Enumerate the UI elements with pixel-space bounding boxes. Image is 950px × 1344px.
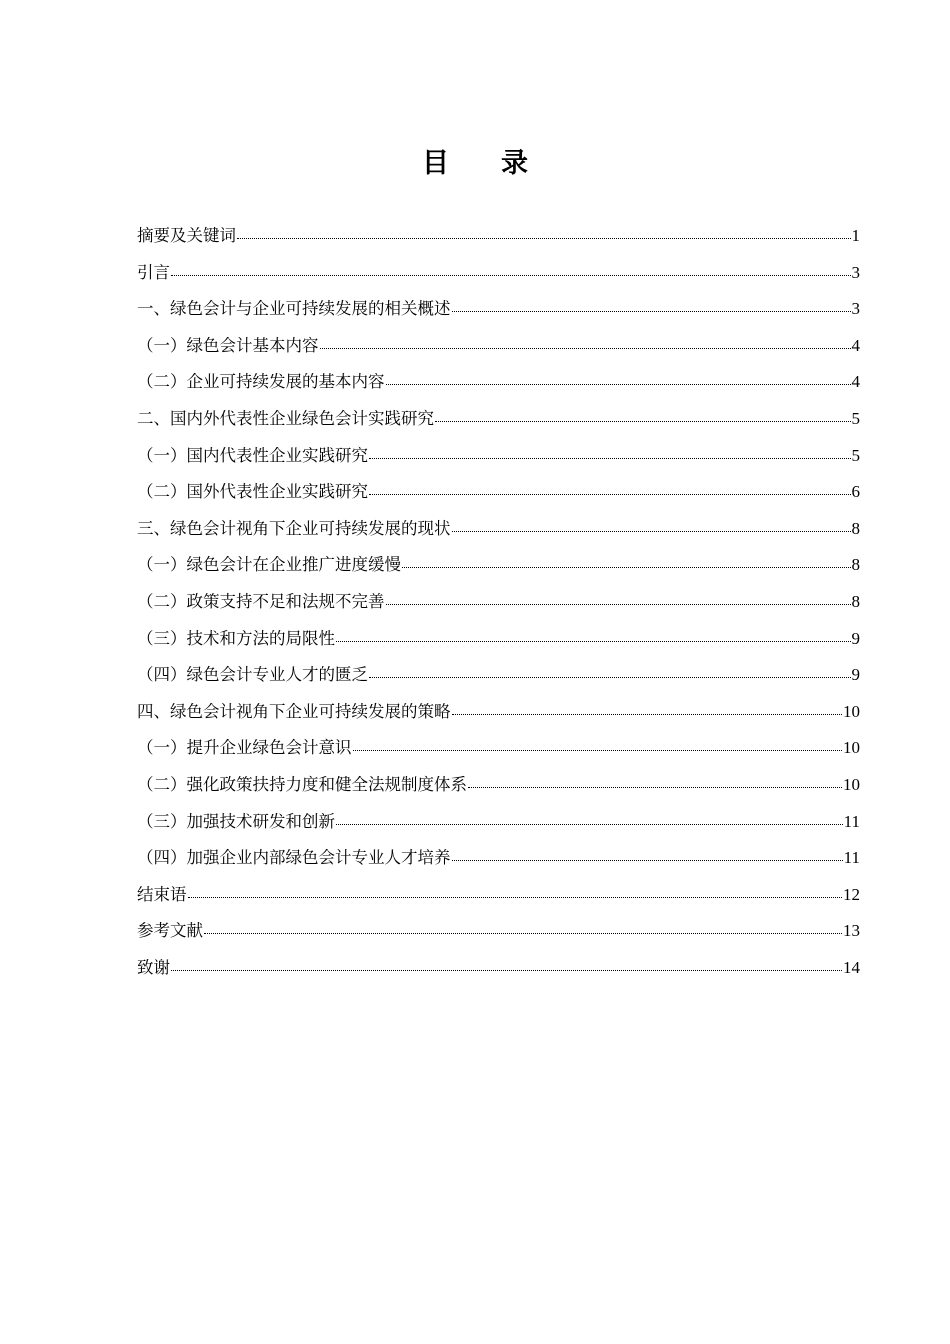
toc-entry-page: 9: [851, 628, 860, 648]
toc-entry-page: 8: [851, 518, 860, 538]
toc-entry-page: 8: [851, 591, 860, 611]
toc-entry-label: （一）绿色会计在企业推广进度缓慢: [137, 555, 401, 575]
dot-leader: [369, 443, 851, 461]
toc-entry-label: （二）政策支持不足和法规不完善: [137, 591, 385, 611]
title-char-1: 目: [422, 148, 449, 179]
dot-leader: [336, 809, 843, 827]
dot-leader: [402, 552, 851, 570]
toc-entry-page: 8: [851, 555, 860, 575]
toc-entry-label: （二）国外代表性企业实践研究: [137, 482, 368, 502]
table-of-contents: [137, 218, 860, 986]
toc-entry[interactable]: [137, 621, 860, 658]
toc-entry[interactable]: [137, 913, 860, 950]
toc-entry[interactable]: [137, 511, 860, 548]
toc-entry[interactable]: [137, 255, 860, 292]
toc-entry-label: （四）加强企业内部绿色会计专业人才培养: [137, 848, 451, 868]
toc-entry-page: 9: [851, 665, 860, 685]
toc-entry-page: 13: [843, 921, 860, 941]
dot-leader: [188, 882, 843, 900]
dot-leader: [386, 589, 851, 607]
toc-entry[interactable]: [137, 218, 860, 255]
toc-entry[interactable]: [137, 877, 860, 914]
toc-entry[interactable]: [137, 804, 860, 841]
toc-entry-page: 1: [851, 226, 860, 245]
dot-leader: [452, 845, 843, 863]
toc-entry[interactable]: [137, 694, 860, 731]
toc-entry[interactable]: [137, 438, 860, 475]
toc-entry[interactable]: [137, 401, 860, 438]
toc-entry-page: 14: [843, 957, 860, 977]
toc-entry-label: 引言: [137, 262, 170, 282]
toc-entry[interactable]: [137, 584, 860, 621]
toc-entry[interactable]: [137, 657, 860, 694]
toc-entry[interactable]: [137, 328, 860, 365]
toc-entry-page: 4: [851, 372, 860, 392]
toc-entry-label: 一、绿色会计与企业可持续发展的相关概述: [137, 299, 451, 319]
toc-entry-label: 三、绿色会计视角下企业可持续发展的现状: [137, 518, 451, 538]
dot-leader: [237, 223, 851, 241]
toc-entry-page: 12: [843, 884, 860, 904]
toc-entry-page: 5: [851, 445, 860, 465]
dot-leader: [336, 626, 851, 644]
toc-entry-page: 6: [851, 482, 860, 502]
toc-entry[interactable]: [137, 950, 860, 987]
toc-entry-label: 致谢: [137, 957, 170, 977]
toc-entry[interactable]: [137, 730, 860, 767]
toc-entry-label: 参考文献: [137, 921, 203, 941]
dot-leader: [369, 479, 851, 497]
dot-leader: [171, 955, 842, 973]
title-char-2: 录: [501, 148, 528, 179]
toc-entry-page: 4: [851, 335, 860, 355]
toc-entry-label: （四）绿色会计专业人才的匮乏: [137, 665, 368, 685]
toc-entry-label: （三）加强技术研发和创新: [137, 811, 335, 831]
toc-entry-label: （二）强化政策扶持力度和健全法规制度体系: [137, 774, 467, 794]
dot-leader: [452, 296, 851, 314]
toc-entry-page: 3: [851, 299, 860, 319]
dot-leader: [386, 369, 851, 387]
dot-leader: [204, 918, 842, 936]
toc-entry[interactable]: [137, 474, 860, 511]
toc-entry-page: 10: [843, 701, 860, 721]
toc-entry-label: 四、绿色会计视角下企业可持续发展的策略: [137, 701, 451, 721]
toc-entry-page: 10: [843, 774, 860, 794]
dot-leader: [452, 699, 843, 717]
toc-entry[interactable]: [137, 840, 860, 877]
toc-entry[interactable]: [137, 364, 860, 401]
toc-entry-page: 11: [843, 811, 860, 831]
dot-leader: [171, 260, 851, 278]
toc-entry-label: （三）技术和方法的局限性: [137, 628, 335, 648]
dot-leader: [369, 662, 851, 680]
toc-entry-page: 3: [851, 262, 860, 282]
toc-entry[interactable]: [137, 291, 860, 328]
dot-leader: [320, 333, 851, 351]
toc-entry-label: （一）绿色会计基本内容: [137, 335, 319, 355]
dot-leader: [468, 772, 842, 790]
toc-entry-page: 5: [851, 408, 860, 428]
toc-entry-label: （一）国内代表性企业实践研究: [137, 445, 368, 465]
toc-entry-label: 结束语: [137, 884, 187, 904]
toc-entry-label: 二、国内外代表性企业绿色会计实践研究: [137, 408, 434, 428]
toc-entry[interactable]: [137, 767, 860, 804]
toc-entry-page: 10: [843, 738, 860, 758]
toc-entry-label: 摘要及关键词: [137, 226, 236, 245]
page-title: [0, 144, 950, 184]
dot-leader: [435, 406, 851, 424]
toc-entry[interactable]: [137, 547, 860, 584]
toc-entry-page: 11: [843, 848, 860, 868]
dot-leader: [452, 516, 851, 534]
toc-entry-label: （一）提升企业绿色会计意识: [137, 738, 352, 758]
toc-entry-label: （二）企业可持续发展的基本内容: [137, 372, 385, 392]
dot-leader: [353, 735, 843, 753]
